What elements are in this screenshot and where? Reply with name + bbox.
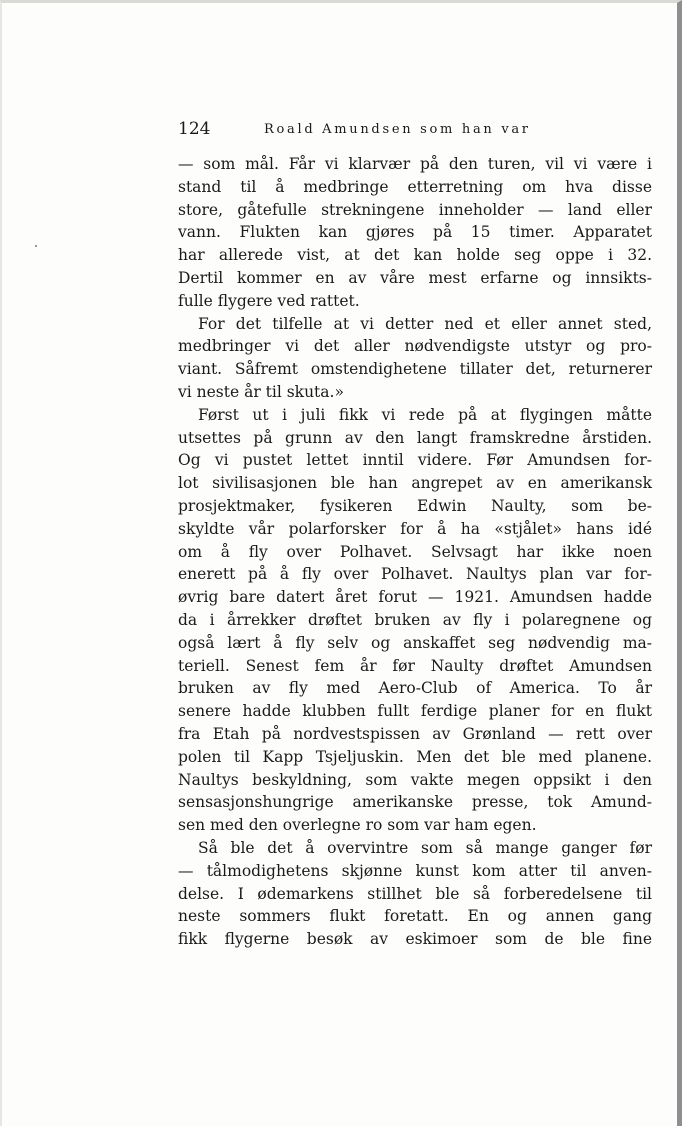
text-line: Så ble det å overvintre som så mange ganger før	[198, 838, 652, 857]
text-line: — tålmodighetens skjønne kunst kom atter til anven-	[178, 861, 652, 880]
text-line: Først ut i juli fikk vi rede på at flygingen måtte	[198, 405, 652, 424]
text-line: vi neste år til skuta.»	[178, 382, 344, 401]
text-line: stand til å medbringe etterretning om hva disse	[178, 177, 652, 196]
text-line: Naultys beskyldning, som vakte megen oppsikt i den	[178, 770, 652, 789]
page-header	[178, 119, 652, 141]
body-text	[178, 153, 652, 951]
text-line: sensasjonshungrige amerikanske presse, tok Amund-	[178, 793, 652, 812]
text-line: neste sommers flukt foretatt. En og annen gang	[178, 907, 652, 926]
text-line: skyldte vår polarforsker for å ha «stjålet» hans idé	[178, 519, 652, 538]
text-line: lot sivilisasjonen ble han angrepet av en amerikansk	[178, 474, 652, 493]
text-line: For det tilfelle at vi detter ned et eller annet sted,	[198, 314, 652, 333]
text-line: enerett på å fly over Polhavet. Naultys plan var for-	[178, 565, 652, 584]
text-line: bruken av fly med Aero-Club of America. To år	[178, 679, 652, 698]
text-line: fikk flygerne besøk av eskimoer som de ble fine	[178, 930, 652, 949]
margin-speck	[35, 245, 37, 247]
page-number: 124	[178, 119, 211, 139]
text-line: delse. I ødemarkens stillhet ble så forberedelsene til	[178, 884, 652, 903]
text-line: viant. Såfremt omstendighetene tillater det, returnerer	[178, 360, 652, 379]
text-line: Og vi pustet lettet inntil videre. Før Amundsen for-	[178, 451, 652, 470]
text-line: teriell. Senest fem år før Naulty drøftet Amundsen	[178, 656, 652, 675]
text-line: sen med den overlegne ro som var ham egen.	[178, 816, 537, 835]
running-title: Roald Amundsen som han var	[264, 122, 531, 137]
text-line: store, gåtefulle strekningene inneholder — land eller	[178, 200, 652, 219]
text-line: utsettes på grunn av den langt framskredne årstiden.	[178, 428, 652, 447]
text-line: også lært å fly selv og anskaffet seg nødvendig ma-	[178, 633, 652, 652]
text-line: senere hadde klubben fullt ferdige planer for en flukt	[178, 702, 652, 721]
text-line: — som mål. Får vi klarvær på den turen, vil vi være i	[178, 155, 652, 173]
text-line: prosjektmaker, fysikeren Edwin Naulty, som be-	[178, 496, 652, 515]
text-line: øvrig bare datert året forut — 1921. Amundsen hadde	[178, 588, 652, 607]
text-line: medbringer vi det aller nødvendigste utstyr og pro-	[178, 337, 652, 356]
text-line: Dertil kommer en av våre mest erfarne og innsikts-	[178, 268, 652, 287]
text-line: fulle flygere ved rattet.	[178, 291, 360, 310]
text-line: har allerede vist, at det kan holde seg oppe i 32.	[178, 246, 652, 265]
text-line: polen til Kapp Tsjeljuskin. Men det ble med planene.	[178, 747, 652, 766]
text-line: om å fly over Polhavet. Selvsagt har ikke noen	[178, 542, 652, 561]
text-line: da i årrekker drøftet bruken av fly i polaregnene og	[178, 610, 652, 629]
text-line: fra Etah på nordvestspissen av Grønland — rett over	[178, 724, 652, 743]
text-line: vann. Flukten kan gjøres på 15 timer. Apparatet	[178, 223, 652, 242]
